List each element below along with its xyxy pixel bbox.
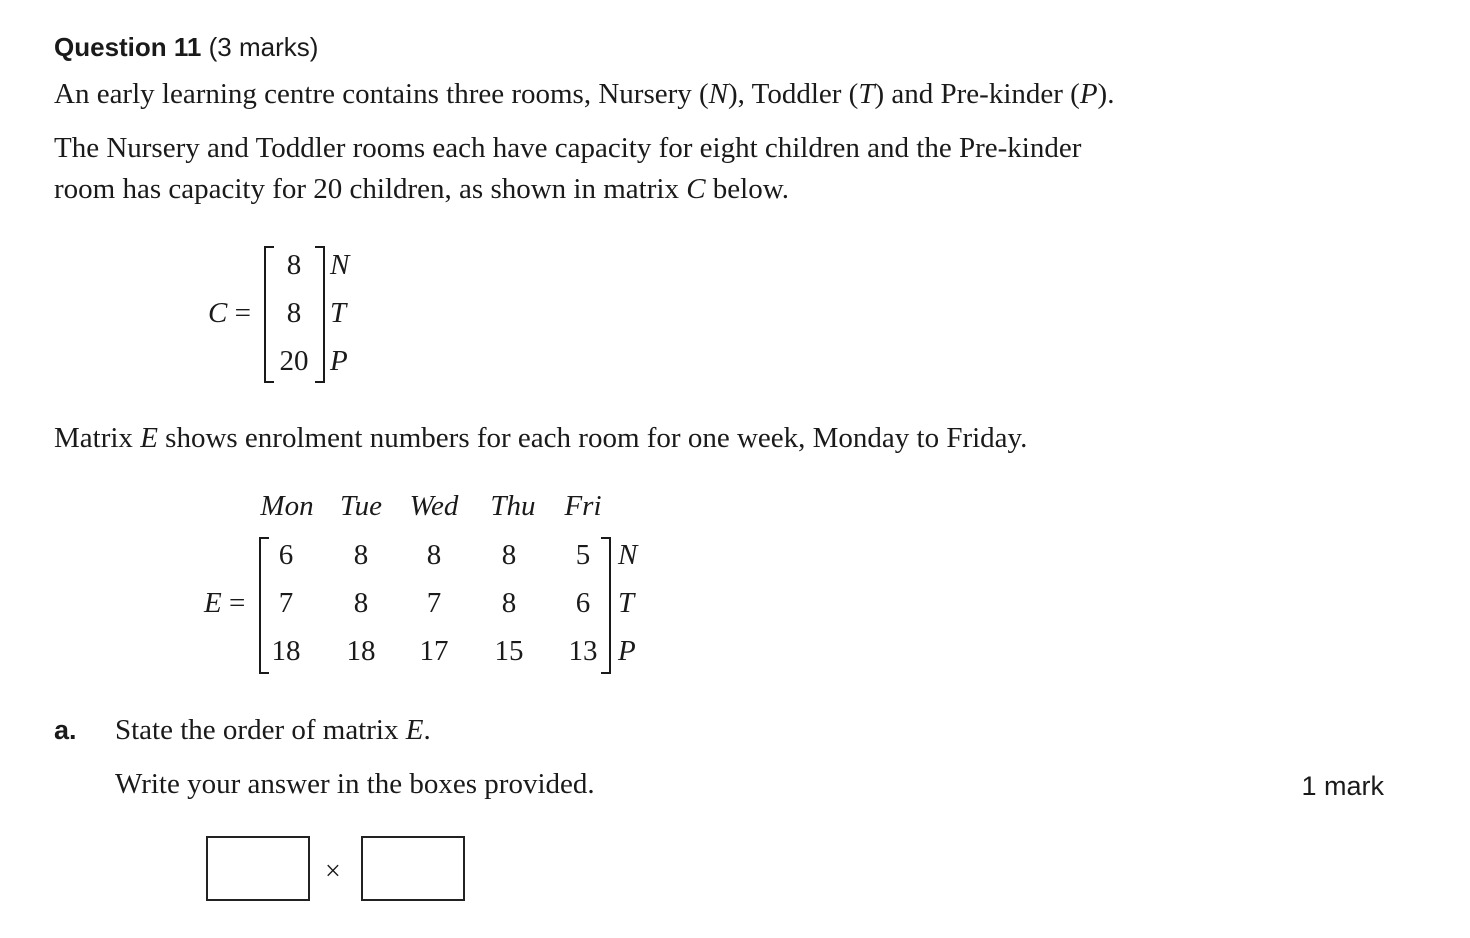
matrix-e-cell: 8 bbox=[426, 539, 442, 571]
matrix-c-row-label: N bbox=[330, 249, 350, 281]
matrix-e-cell: 7 bbox=[278, 587, 294, 619]
matrix-c-right-bracket bbox=[315, 246, 325, 383]
part-a-instruction: Write your answer in the boxes provided. bbox=[115, 768, 595, 800]
matrix-e-cell: 15 bbox=[494, 635, 524, 667]
matrix-e-column-header: Fri bbox=[564, 490, 602, 522]
matrix-e-cell: 6 bbox=[575, 587, 591, 619]
question-number: Question 11 bbox=[54, 32, 202, 62]
matrix-e-column-header: Tue bbox=[340, 490, 382, 522]
matrix-c-row-label: P bbox=[330, 345, 348, 377]
matrix-c-value: 8 bbox=[286, 297, 302, 329]
matrix-c-row-label: T bbox=[330, 297, 347, 329]
matrix-e-cell: 8 bbox=[353, 539, 369, 571]
matrix-e-row-label: N bbox=[618, 539, 638, 571]
answer-box-rows[interactable] bbox=[206, 836, 310, 901]
intro-line-1: An early learning centre contains three rooms, Nursery (N), Toddler (T) and Pre-kinder (P). bbox=[54, 78, 1115, 110]
matrix-e-cell: 13 bbox=[568, 635, 598, 667]
times-symbol: × bbox=[325, 856, 341, 887]
matrix-c-equation-label: C = bbox=[208, 297, 251, 329]
matrix-c-value: 20 bbox=[279, 345, 309, 377]
matrix-e-cell: 6 bbox=[278, 539, 294, 571]
matrix-e-cell: 8 bbox=[501, 587, 517, 619]
part-a-question: State the order of matrix E. bbox=[115, 714, 431, 746]
intro-para-2-line-2: room has capacity for 20 children, as shown in matrix C below. bbox=[54, 173, 790, 205]
matrix-e-row-label: T bbox=[618, 587, 635, 619]
intro-para-2-line-1: The Nursery and Toddler rooms each have capacity for eight children and the Pre-kinder bbox=[54, 132, 1082, 164]
question-title bbox=[54, 30, 318, 64]
matrix-c-value: 8 bbox=[286, 249, 302, 281]
matrix-e-cell: 18 bbox=[346, 635, 376, 667]
question-marks: (3 marks) bbox=[208, 32, 319, 62]
matrix-e-row-label: P bbox=[618, 635, 636, 667]
matrix-e-cell: 5 bbox=[575, 539, 591, 571]
part-a-marks: 1 mark bbox=[1301, 771, 1384, 801]
matrix-e-cell: 8 bbox=[501, 539, 517, 571]
matrix-e-cell: 18 bbox=[271, 635, 301, 667]
matrix-e-cell: 8 bbox=[353, 587, 369, 619]
matrix-e-column-header: Wed bbox=[409, 490, 459, 522]
matrix-e-column-header: Mon bbox=[260, 490, 314, 522]
matrix-e-cell: 17 bbox=[419, 635, 449, 667]
part-a-label: a. bbox=[54, 715, 77, 745]
matrix-e-column-header: Thu bbox=[490, 490, 536, 522]
matrix-e-equation-label: E = bbox=[204, 587, 246, 619]
matrix-e-cell: 7 bbox=[426, 587, 442, 619]
matrix-e-intro: Matrix E shows enrolment numbers for each room for one week, Monday to Friday. bbox=[54, 422, 1028, 454]
answer-box-columns[interactable] bbox=[361, 836, 465, 901]
